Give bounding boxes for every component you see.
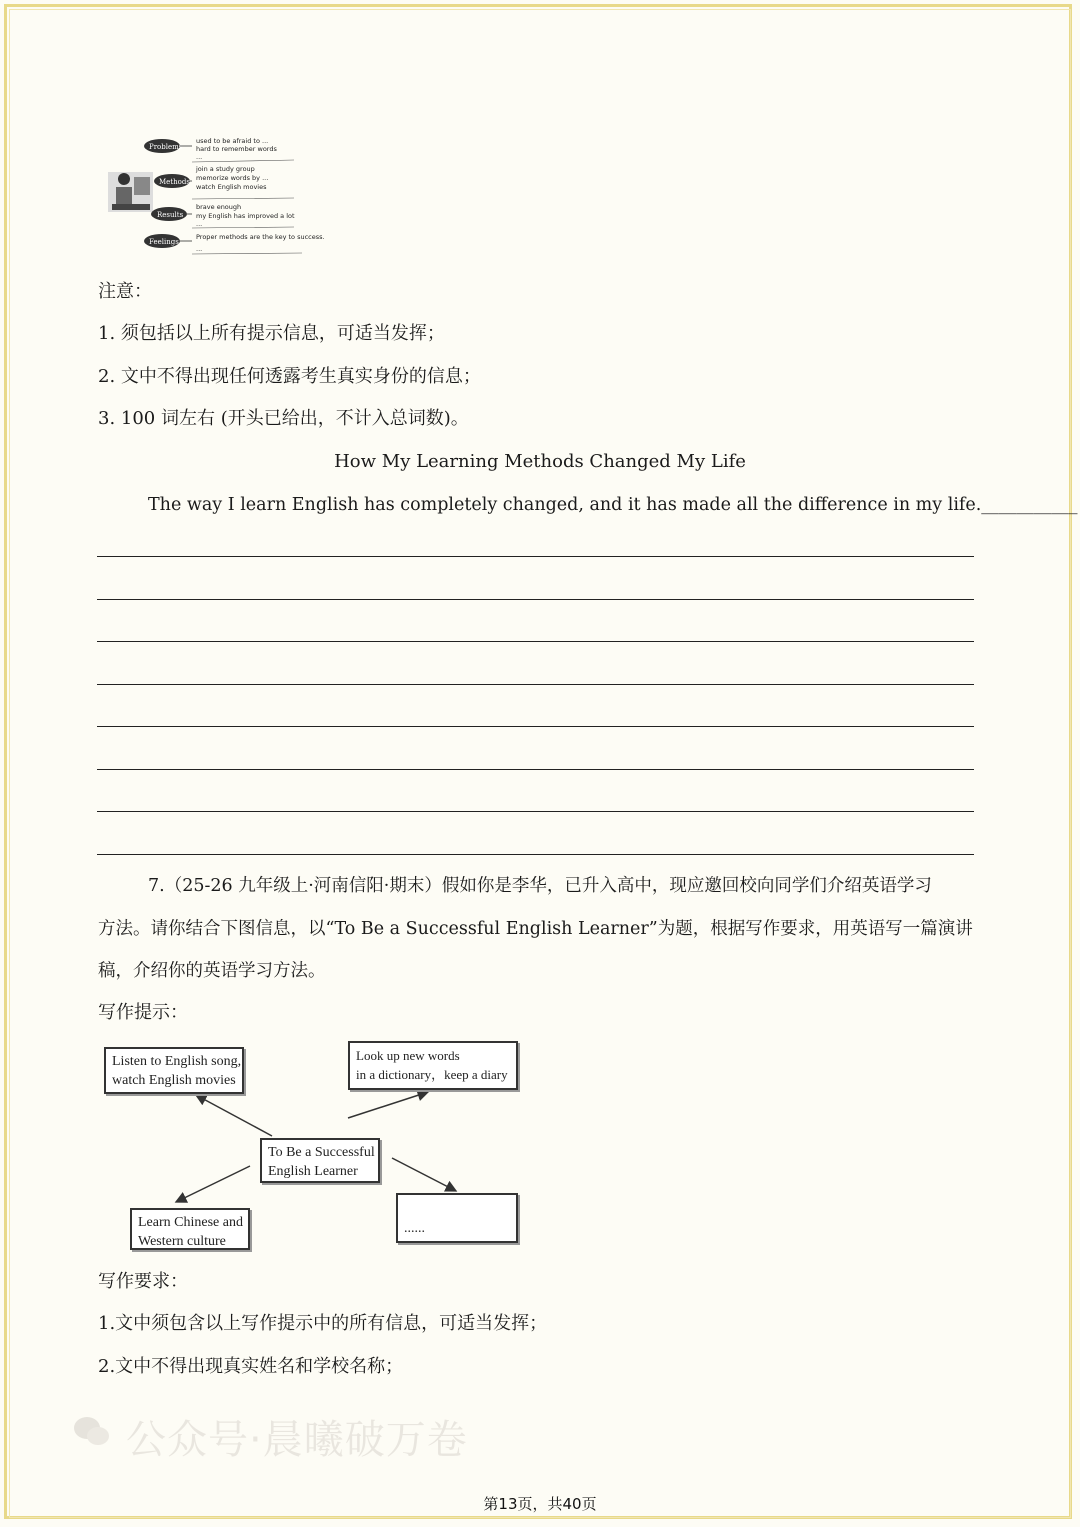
flowchart [100, 1038, 530, 1253]
mindmap-node-label: Methods [159, 178, 190, 186]
flowchart-box-center: To Be a Successful English Learner [260, 1138, 380, 1183]
arrow-top-right [348, 1092, 428, 1118]
svg-text:...: ... [196, 220, 203, 228]
question-7-line: 方法。请你结合下图信息，以“To Be a Successful English Learner”为题，根据写作要求，用英语写一篇演讲 [98, 919, 973, 939]
mindmap-node-label: Results [157, 211, 184, 219]
essay-opening: The way I learn English has completely changed, and it has made all the difference in my life.___________ [148, 495, 1078, 515]
writing-line [97, 599, 974, 600]
note-item: 2. 文中不得出现任何透露考生真实身份的信息； [98, 366, 481, 387]
page-number: 第13页，共40页 [483, 1495, 597, 1513]
arrow-bottom-left [176, 1166, 250, 1202]
requirement-item: 2.文中不得出现真实姓名和学校名称； [98, 1356, 404, 1377]
svg-text:brave enough: brave enough [196, 203, 242, 211]
flowchart-box-blank: ...... [396, 1193, 518, 1243]
essay-title: How My Learning Methods Changed My Life [334, 451, 746, 472]
note-item: 3. 100 词左右 (开头已给出，不计入总词数)。 [98, 408, 469, 429]
notes-heading: 注意： [98, 281, 152, 302]
svg-text:...: ... [196, 245, 203, 253]
writing-line [97, 854, 974, 855]
svg-text:hard to remember words: hard to remember words [196, 145, 277, 153]
flowchart-box-listen: Listen to English song, watch English movies [104, 1047, 244, 1094]
question-7-line: 7.（25-26 九年级上·河南信阳·期末）假如你是李华，已升入高中，现应邀回校向同学们介绍英语学习 [148, 876, 932, 896]
mindmap-node-label: Problems [149, 143, 183, 151]
writing-line [97, 684, 974, 685]
svg-text:used to be afraid to ...: used to be afraid to ... [196, 137, 269, 145]
mindmap-node-label: Feelings [149, 238, 179, 246]
requirements-heading: 写作要求： [98, 1271, 188, 1292]
mindmap-figure [104, 132, 325, 257]
wechat-icon [72, 1414, 112, 1450]
svg-text:...: ... [196, 153, 203, 161]
arrow-top-left [196, 1095, 272, 1136]
note-item: 1. 须包括以上所有提示信息，可适当发挥； [98, 323, 445, 344]
svg-text:watch English movies: watch English movies [196, 183, 267, 191]
writing-line [97, 769, 974, 770]
question-7-line: 稿，介绍你的英语学习方法。 [98, 961, 326, 981]
svg-text:Proper methods are the key to: Proper methods are the key to success. [196, 233, 325, 241]
writing-line [97, 811, 974, 812]
arrow-bottom-right [392, 1158, 456, 1191]
writing-line [97, 641, 974, 642]
flowchart-box-culture: Learn Chinese and Western culture [130, 1208, 250, 1250]
svg-text:join a study group: join a study group [196, 165, 255, 173]
hints-heading: 写作提示： [98, 1002, 188, 1023]
requirement-item: 1.文中须包含以上写作提示中的所有信息，可适当发挥； [98, 1313, 548, 1334]
svg-text:memorize words by ...: memorize words by ... [196, 174, 269, 182]
flowchart-box-look-up: Look up new words in a dictionary，keep a diary [348, 1041, 518, 1090]
svg-text:my English has improved a lot: my English has improved a lot [196, 212, 295, 220]
writing-line [97, 726, 974, 727]
writing-line [97, 556, 974, 557]
watermark-text: 公众号·晨曦破万卷 [126, 1417, 468, 1463]
